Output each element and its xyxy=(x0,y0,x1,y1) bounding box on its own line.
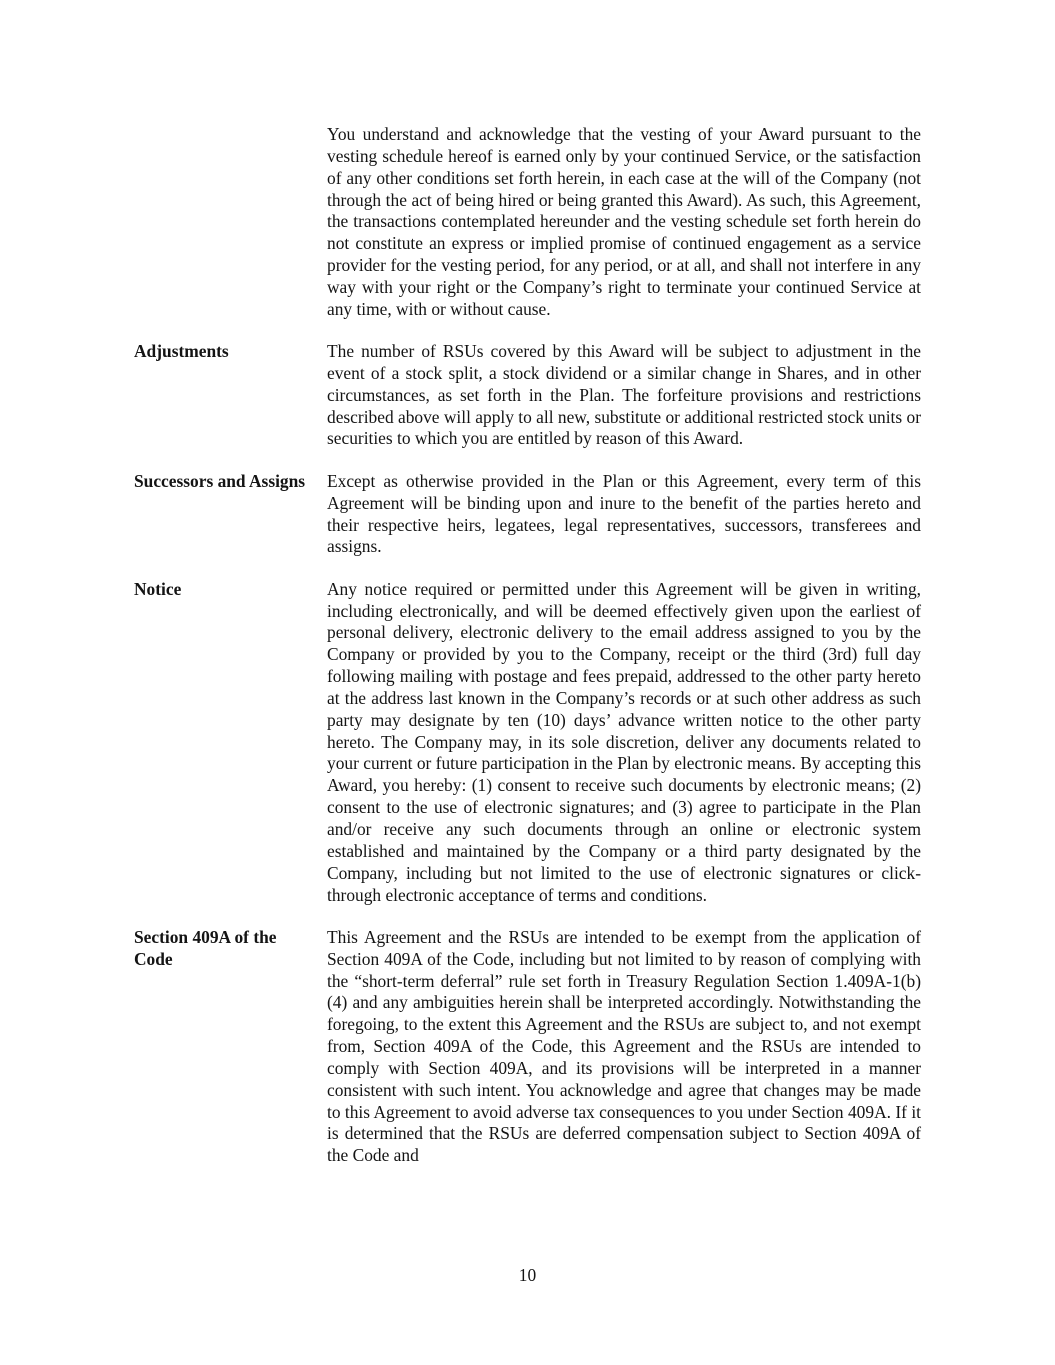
section-notice xyxy=(0,579,1055,907)
section-heading: Adjustments xyxy=(134,341,229,362)
section-adjustments xyxy=(0,341,1055,450)
document-page xyxy=(0,124,1055,1188)
section-vesting-continuation xyxy=(0,124,1055,321)
section-body: Except as otherwise provided in the Plan or this Agreement, every term of this Agreement will be binding upon and inure to the benefit of the parties hereto and their respective heirs, legatees, legal representatives, successors, transferees and assigns. xyxy=(327,470,921,557)
section-body: The number of RSUs covered by this Award will be subject to adjustment in the event of a stock split, a stock dividend or a similar change in Shares, and in other circumstances, as set forth in the Plan. The forfeiture provisions and restrictions described above will apply to all new, substitute or additional restricted stock units or securities to which you are entitled by reason of this Award. xyxy=(327,341,921,449)
page-number: 10 xyxy=(518,1265,537,1285)
section-heading: Section 409A of the Code xyxy=(134,926,277,969)
section-409a xyxy=(0,927,1055,1167)
section-body: This Agreement and the RSUs are intended to be exempt from the application of Section 409A of the Code, including but not limited to by reason of complying with the “short-term deferral” rule set forth in Treasury Regulation Section 1.409A-1(b)(4) and any ambiguities herein shall be interpreted accordingly. Notwithstanding the foregoing, to the extent this Agreement and the RSUs are subject to, and not exempt from, Section 409A of the Code, this Agreement and the RSUs are intended to comply with Section 409A, and its provisions will be interpreted in a manner consistent with such intent. You acknowledge and agree that changes may be made to this Agreement to avoid adverse tax consequences to you under Section 409A. If it is determined that the RSUs are deferred compensation subject to Section 409A of the Code and xyxy=(327,926,921,1166)
section-heading: Successors and Assigns xyxy=(134,470,306,491)
section-heading: Notice xyxy=(134,578,182,599)
section-body: You understand and acknowledge that the vesting of your Award pursuant to the vesting schedule hereof is earned only by your continued Service, or the satisfaction of any other conditions set forth herein, in each case at the will of the Company (not through the act of being hired or being granted this Award). As such, this Agreement, the transactions contemplated hereunder and the vesting schedule set forth herein do not constitute an express or implied promise of continued engagement as a service provider for the vesting period, for any period, or at all, and shall not interfere in any way with your right or the Company’s right to terminate your continued Service at any time, with or without cause. xyxy=(327,124,921,319)
section-body: Any notice required or permitted under this Agreement will be given in writing, including electronically, and will be deemed effectively given upon the earliest of personal delivery, electronic delivery to the email address assigned to you by the Company or provided by you to the Company, receipt or the third (3rd) full day following mailing with postage and fees prepaid, addressed to the other party hereto at the address last known in the Company’s records or at such other address as such party may designate by ten (10) days’ advance written notice to the other party hereto. The Company may, in its sole discretion, deliver any documents related to your current or future participation in the Plan by electronic means. By accepting this Award, you hereby: (1) consent to receive such documents by electronic means; (2) consent to the use of electronic signatures; and (3) agree to participate in the Plan and/or receive any such documents through an online or electronic system established and maintained by the Company or a third party designated by the Company, including but not limited to the use of electronic signatures or click-through electronic acceptance of terms and conditions. xyxy=(327,578,921,905)
section-successors-and-assigns xyxy=(0,471,1055,558)
